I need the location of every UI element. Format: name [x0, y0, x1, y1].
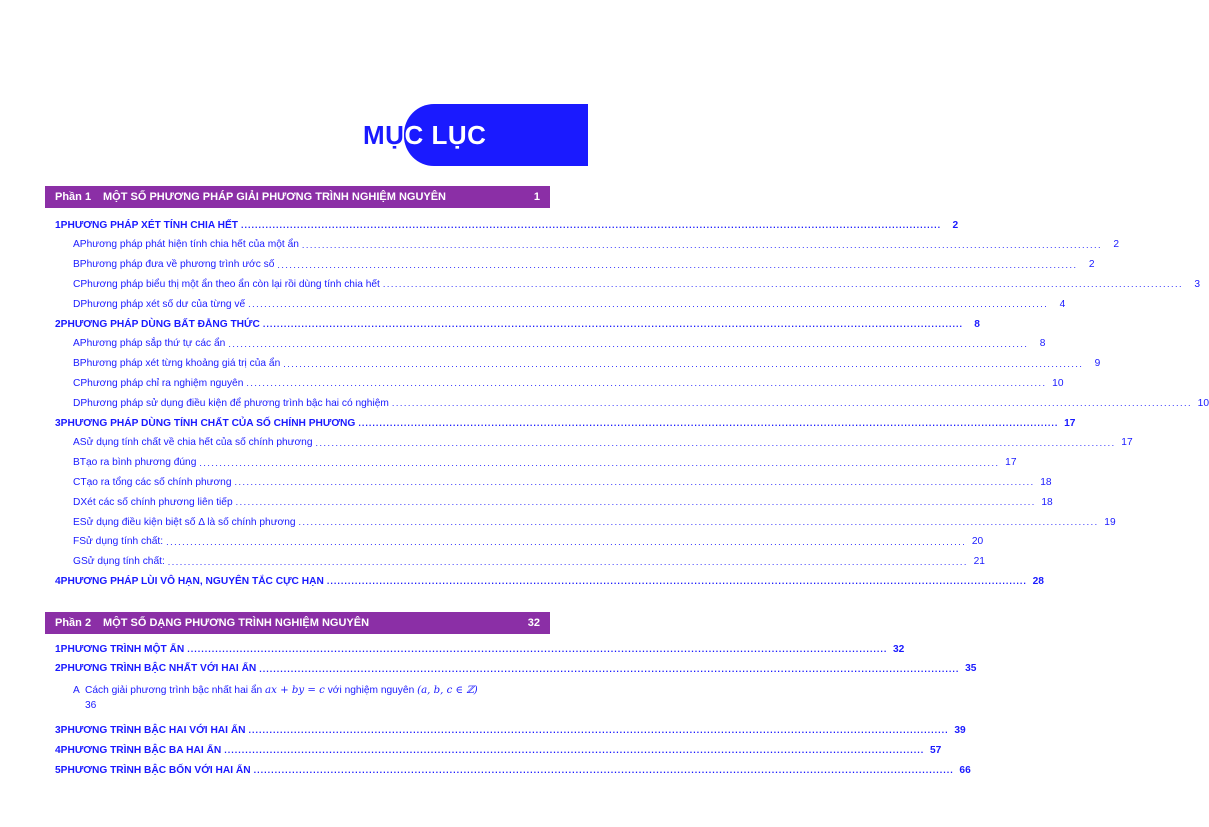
entry-page: 17 [1121, 437, 1133, 449]
formula: ax + by = c [265, 684, 325, 696]
entry-number: A [73, 338, 80, 350]
toc-header [300, 104, 588, 166]
entry-text: Phương pháp đưa về phương trình ước số [79, 259, 275, 271]
toc-entry-part1-15[interactable] [45, 492, 1053, 512]
toc-entry-part1-6[interactable] [45, 314, 980, 334]
dot-leader: ........................................................................................................................................................................................................ [187, 644, 888, 654]
entry-number: A [73, 684, 80, 696]
part-2-band[interactable] [45, 612, 550, 634]
entry-page: 21 [973, 556, 985, 568]
dot-leader: ........................................................................................................................................................................................................ [248, 725, 949, 735]
toc-entry-part2b-3[interactable] [45, 760, 971, 780]
entry-number: G [73, 556, 81, 568]
dot-leader: ........................................................................................................................................................................................................ [262, 319, 963, 329]
dot-leader: ........................................................................................................................................................................................................ [166, 536, 967, 547]
entry-text: PHƯƠNG PHÁP XÉT TÍNH CHIA HẾT [60, 219, 238, 231]
toc-entry-part1-7[interactable] [45, 334, 1046, 354]
entry-text: PHƯƠNG PHÁP DÙNG BẤT ĐẲNG THỨC [60, 318, 260, 330]
entry-number: E [73, 516, 80, 528]
entry-text: PHƯƠNG PHÁP LÙI VÔ HẠN, NGUYÊN TẮC CỰC HẠN [60, 575, 324, 587]
toc-entry-part2-2a[interactable] [45, 680, 550, 700]
entry-text: PHƯƠNG TRÌNH BẬC BA HAI ẨN [60, 744, 222, 756]
dot-leader: ........................................................................................................................................................................................................ [241, 220, 942, 230]
dot-leader: ........................................................................................................................................................................................................ [382, 279, 1183, 290]
title-part-dark: MỤ [363, 120, 405, 150]
entry-page: 57 [929, 744, 942, 756]
dot-leader: ........................................................................................................................................................................................................ [391, 398, 1192, 409]
part-label: Phần 2 [55, 617, 92, 629]
part-title: MỘT SỐ DẠNG PHƯƠNG TRÌNH NGHIỆM NGUYÊN [103, 617, 370, 629]
dot-leader: ........................................................................................................................................................................................................ [301, 239, 1103, 250]
toc-entry-part1-17[interactable] [45, 532, 984, 552]
entry-number: A [73, 437, 80, 449]
entry-text: PHƯƠNG TRÌNH MỘT ẨN [60, 643, 185, 655]
entry-text: Phương pháp xét từng khoảng giá trị của ẩn [79, 358, 281, 370]
toc-entry-part1-8[interactable] [45, 354, 1101, 374]
entry-page: 18 [1040, 476, 1052, 488]
condition: (a, b, c ∈ ℤ) [417, 684, 478, 696]
entry-number: C [73, 278, 81, 290]
entry-number: D [73, 397, 81, 409]
dot-leader: ........................................................................................................................................................................................................ [235, 497, 1036, 508]
entry-text: Tạo ra tổng các số chính phương [80, 476, 232, 488]
entry-page: 2 [1088, 259, 1095, 271]
entry-number: C [73, 476, 81, 488]
entry-text: Phương pháp xét số dư của từng vế [80, 298, 246, 310]
entry-text: Tạo ra bình phương đúng [79, 457, 197, 469]
toc-entry-part2-1[interactable] [45, 639, 905, 659]
entry-page: 20 [971, 536, 984, 548]
toc-entry-part1-5[interactable] [45, 294, 1066, 314]
toc-entry-part1-16[interactable] [45, 512, 1116, 532]
entry-number: 4 [55, 575, 61, 587]
entry-text: PHƯƠNG PHÁP DÙNG TÍNH CHẤT CỦA SỐ CHÍNH PHƯƠNG [60, 417, 356, 429]
entry-page: 28 [1032, 575, 1044, 587]
dot-leader: ........................................................................................................................................................................................................ [259, 663, 960, 674]
part-page: 32 [527, 617, 540, 629]
toc-entry-part1-2[interactable] [45, 235, 1120, 255]
dot-leader: ........................................................................................................................................................................................................ [167, 556, 968, 567]
entry-text: PHƯƠNG TRÌNH BẬC BỐN VỚI HAI ẨN [60, 764, 251, 776]
toc-entry-part1-11[interactable] [45, 413, 1076, 433]
entry-page: 8 [1039, 338, 1046, 350]
entry-page: 32 [892, 643, 905, 655]
toc-entry-part1-10[interactable] [45, 393, 1209, 413]
part-title: MỘT SỐ PHƯƠNG PHÁP GIẢI PHƯƠNG TRÌNH NGHIỆM NGUYÊN [103, 191, 447, 203]
entry-number: F [73, 536, 80, 548]
entry-page: 9 [1094, 358, 1101, 370]
dot-leader: ........................................................................................................................................................................................................ [199, 457, 1000, 468]
entry-number: D [73, 496, 81, 508]
toc-entry-part2b-1[interactable] [45, 720, 966, 740]
entry-number: D [73, 298, 81, 310]
entry-page: 17 [1005, 457, 1017, 469]
dot-leader: ........................................................................................................................................................................................................ [298, 517, 1099, 527]
entry-number: 2 [55, 318, 61, 330]
entry-number: 4 [55, 744, 61, 756]
entry-page: 35 [965, 663, 977, 675]
toc-entry-part1-4[interactable] [45, 274, 1200, 294]
toc-entry-part2-2[interactable] [45, 659, 977, 679]
entry-text: Sử dụng tính chất về chia hết của số chính phương [79, 437, 313, 449]
toc-entry-part2b-2[interactable] [45, 740, 942, 760]
entry-page: 39 [954, 724, 966, 736]
toc-entry-part1-18[interactable] [45, 552, 985, 572]
entry-text: Cách giải phương trình bậc nhất hai ẩn ax + by = c với nghiệm nguyên (a, b, c ∈ ℤ) [85, 684, 478, 696]
dot-leader: ........................................................................................................................................................................................................ [358, 418, 1059, 428]
entry-page: 17 [1064, 417, 1076, 429]
part-page: 1 [533, 191, 540, 203]
dot-leader: ........................................................................................................................................................................................................ [248, 299, 1049, 310]
entry-text: Phương pháp sử dụng điều kiện để phương trình bậc hai có nghiệm [80, 397, 389, 409]
dot-leader: ........................................................................................................................................................................................................ [234, 477, 1035, 488]
entry-text: Sử dụng tính chất: [80, 556, 165, 568]
entry-page: 10 [1052, 377, 1064, 389]
entry-page: 3 [1194, 278, 1200, 290]
dot-leader: ........................................................................................................................................................................................................ [224, 745, 925, 755]
entry-page: 4 [1059, 298, 1066, 310]
entry-text: Phương pháp biểu thị một ẩn theo ẩn còn lại rồi dùng tính chia hết [80, 278, 380, 290]
entry-page-wrapped: 36 [85, 700, 97, 711]
toc-entry-part1-3[interactable] [45, 255, 1095, 275]
entry-number: B [73, 358, 80, 370]
entry-page: 2 [952, 219, 959, 231]
dot-leader: ........................................................................................................................................................................................................ [315, 437, 1116, 448]
toc-entry-part1-13[interactable] [45, 453, 1017, 473]
entry-text: Sử dụng tính chất: [79, 536, 164, 548]
page-title [300, 120, 588, 151]
entry-page: 2 [1113, 239, 1120, 251]
dot-leader: ........................................................................................................................................................................................................ [228, 338, 1029, 349]
entry-number: C [73, 377, 81, 389]
dot-leader: ........................................................................................................................................................................................................ [246, 378, 1047, 389]
entry-text: Phương pháp chỉ ra nghiệm nguyên [80, 377, 244, 389]
part-1-band[interactable] [45, 186, 550, 208]
entry-number: 1 [55, 219, 61, 231]
entry-page: 66 [959, 764, 971, 776]
entry-text: Phương pháp sắp thứ tự các ẩn [79, 338, 226, 350]
entry-number: 5 [55, 764, 61, 776]
part-label: Phần 1 [55, 191, 92, 203]
entry-page: 8 [974, 318, 980, 330]
entry-page: 18 [1041, 496, 1053, 508]
entry-page: 10 [1197, 397, 1209, 409]
dot-leader: ........................................................................................................................................................................................................ [277, 259, 1078, 270]
toc-entry-part1-12[interactable] [45, 433, 1133, 453]
entry-number: B [73, 259, 80, 271]
toc-entry-part1-14[interactable] [45, 472, 1052, 492]
toc-entry-part1-9[interactable] [45, 373, 1064, 393]
entry-page: 19 [1104, 516, 1116, 528]
entry-text: PHƯƠNG TRÌNH BẬC NHẤT VỚI HAI ẨN [60, 663, 257, 675]
dot-leader: ........................................................................................................................................................................................................ [283, 358, 1084, 369]
dot-leader: ........................................................................................................................................................................................................ [253, 765, 954, 775]
entry-text: Phương pháp phát hiện tính chia hết của một ẩn [79, 239, 299, 251]
entry-number: 3 [55, 724, 61, 736]
entry-text: Xét các số chính phương liên tiếp [80, 496, 233, 508]
entry-number: 1 [55, 643, 61, 655]
toc-entry-part1-19[interactable] [45, 571, 1044, 591]
entry-number: B [73, 457, 80, 469]
entry-text: Sử dụng điều kiện biệt số Δ là số chính phương [79, 516, 296, 528]
entry-number: 3 [55, 417, 61, 429]
title-part-light: C LỤC [404, 120, 487, 150]
toc-entry-part1-1[interactable] [45, 215, 959, 235]
entry-number: A [73, 239, 80, 251]
dot-leader: ........................................................................................................................................................................................................ [326, 576, 1027, 587]
entry-text: PHƯƠNG TRÌNH BẬC HAI VỚI HAI ẨN [60, 724, 246, 736]
entry-number: 2 [55, 663, 61, 675]
